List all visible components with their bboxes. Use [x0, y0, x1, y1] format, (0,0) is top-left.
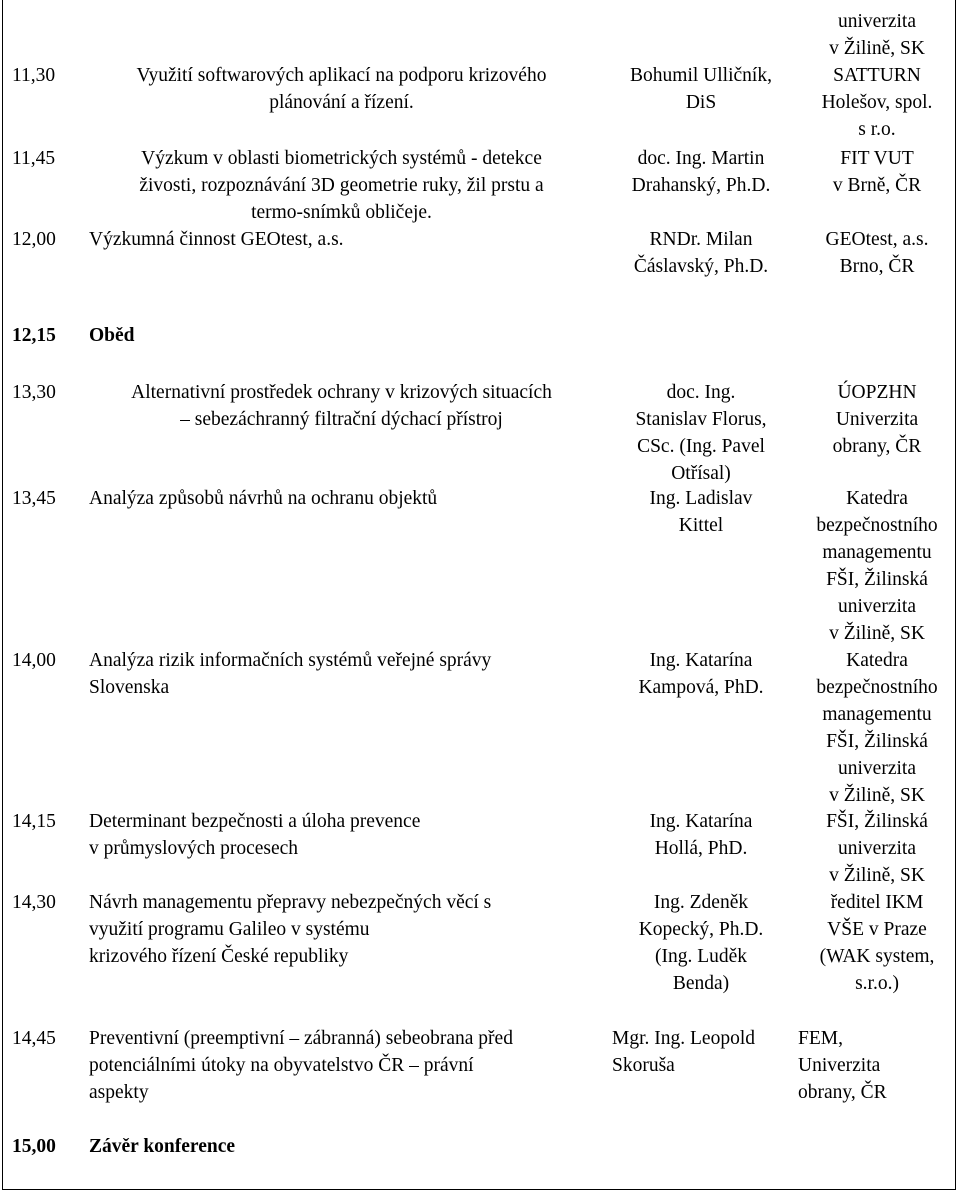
speaker-line: RNDr. Milan [649, 229, 753, 250]
org-line: v Brně, ČR [832, 175, 922, 196]
topic-line: potenciálními útoky na obyvatelstvo ČR – právní [89, 1055, 474, 1076]
time-cell: 14,30 [12, 892, 56, 913]
topic-line: Závěr konference [89, 1136, 236, 1157]
time-cell: 14,00 [12, 650, 56, 671]
speaker-line: Mgr. Ing. Leopold [612, 1028, 755, 1049]
speaker-cell [612, 62, 790, 116]
org-cell [798, 226, 956, 280]
speaker-line: Benda) [672, 973, 730, 994]
speaker-cell [612, 379, 790, 487]
org-line: GEOtest, a.s. [825, 229, 929, 250]
org-cell [798, 379, 956, 460]
org-line: FEM, [798, 1028, 843, 1049]
org-line: obrany, ČR [798, 1082, 887, 1103]
speaker-cell [612, 1025, 790, 1079]
speaker-line: Kopecký, Ph.D. [638, 919, 764, 940]
org-line: FIT VUT [840, 148, 914, 169]
topic-line: Analýza rizik informačních systémů veřejné správy [89, 650, 492, 671]
topic-line: termo-snímků obličeje. [251, 202, 432, 223]
org-line: bezpečnostního [816, 677, 938, 698]
topic-cell [89, 379, 594, 433]
org-line: Holešov, spol. [821, 92, 933, 113]
speaker-cell [612, 145, 790, 199]
topic-line: plánování a řízení. [269, 92, 414, 113]
org-line: univerzita [838, 596, 916, 617]
speaker-line: DiS [685, 92, 717, 113]
speaker-line: Čáslavský, Ph.D. [633, 256, 769, 277]
speaker-line: Hollá, PhD. [654, 838, 748, 859]
speaker-line: Ing. Katarína [649, 811, 753, 832]
topic-cell [89, 62, 594, 116]
topic-line: v průmyslových procesech [89, 838, 299, 859]
topic-cell [89, 889, 594, 970]
org-line: s r.o. [858, 119, 896, 140]
org-line: Univerzita [835, 409, 919, 430]
org-line: (WAK system, [819, 946, 935, 967]
org-line: managementu [822, 704, 932, 725]
speaker-cell [612, 889, 790, 997]
topic-line: Analýza způsobů návrhů na ochranu objektů [89, 488, 438, 509]
org-line: univerzita [838, 11, 916, 32]
topic-cell [89, 322, 594, 349]
org-line: s.r.o.) [855, 973, 899, 994]
org-line: SATTURN [833, 65, 921, 86]
speaker-line: Skoruša [612, 1055, 675, 1076]
speaker-line: Ing. Katarína [649, 650, 753, 671]
org-line: v Žilině, SK [829, 623, 925, 644]
org-cell [798, 647, 956, 809]
org-line: Katedra [846, 650, 908, 671]
topic-line: Slovenska [89, 677, 170, 698]
org-cell [798, 889, 956, 997]
org-line: FŠI, Žilinská [826, 811, 928, 832]
topic-line: živosti, rozpoznávání 3D geometrie ruky, žil prstu a [139, 175, 544, 196]
topic-cell [89, 145, 594, 226]
org-cell [798, 808, 956, 889]
topic-cell [89, 647, 594, 701]
org-line: VŠE v Praze [827, 919, 927, 940]
time-cell: 11,30 [12, 65, 56, 86]
speaker-line: doc. Ing. [666, 382, 736, 403]
org-line: obrany, ČR [832, 436, 922, 457]
org-cell [798, 8, 956, 62]
time-cell: 13,45 [12, 488, 56, 509]
speaker-cell [612, 647, 790, 701]
org-line: univerzita [838, 758, 916, 779]
speaker-line: Stanislav Florus, [635, 409, 767, 430]
org-line: v Žilině, SK [829, 865, 925, 886]
topic-cell [89, 485, 594, 512]
org-line: FŠI, Žilinská [826, 569, 928, 590]
org-line: ÚOPZHN [837, 382, 917, 403]
org-line: ředitel IKM [830, 892, 924, 913]
speaker-line: doc. Ing. Martin [637, 148, 765, 169]
topic-cell [89, 1025, 594, 1106]
time-cell: 11,45 [12, 148, 56, 169]
speaker-line: (Ing. Luděk [654, 946, 748, 967]
speaker-cell [612, 485, 790, 539]
time-cell: 12,15 [12, 325, 56, 346]
topic-line: – sebezáchranný filtrační dýchací přístroj [180, 409, 503, 430]
org-line: managementu [822, 542, 932, 563]
speaker-line: Otřísal) [671, 463, 731, 484]
topic-line: aspekty [89, 1082, 149, 1103]
topic-line: Výzkum v oblasti biometrických systémů - detekce [141, 148, 542, 169]
topic-line: Alternativní prostředek ochrany v krizových situacích [131, 382, 552, 403]
speaker-line: CSc. (Ing. Pavel [637, 436, 765, 457]
speaker-line: Ing. Ladislav [649, 488, 753, 509]
org-line: v Žilině, SK [829, 785, 925, 806]
speaker-line: Ing. Zdeněk [653, 892, 749, 913]
topic-line: využití programu Galileo v systému [89, 919, 370, 940]
topic-cell [89, 1133, 594, 1160]
time-cell: 14,45 [12, 1028, 56, 1049]
org-line: univerzita [838, 838, 916, 859]
speaker-line: Kampová, PhD. [638, 677, 764, 698]
org-line: Katedra [846, 488, 908, 509]
speaker-line: Kittel [678, 515, 724, 536]
org-line: FŠI, Žilinská [826, 731, 928, 752]
topic-line: Preventivní (preemptivní – zábranná) sebeobrana před [89, 1028, 513, 1049]
topic-line: Návrh managementu přepravy nebezpečných věcí s [89, 892, 492, 913]
topic-line: Výzkumná činnost GEOtest, a.s. [89, 229, 344, 250]
org-cell [798, 485, 956, 647]
org-cell [798, 145, 956, 199]
topic-line: Determinant bezpečnosti a úloha prevence [89, 811, 421, 832]
topic-line: Využití softwarových aplikací na podporu krizového [136, 65, 547, 86]
topic-line: Oběd [89, 325, 135, 346]
time-cell: 15,00 [12, 1136, 56, 1157]
speaker-line: Drahanský, Ph.D. [631, 175, 771, 196]
topic-line: krizového řízení České republiky [89, 946, 349, 967]
speaker-cell [612, 226, 790, 280]
speaker-cell [612, 808, 790, 862]
time-cell: 13,30 [12, 382, 56, 403]
org-line: bezpečnostního [816, 515, 938, 536]
topic-cell [89, 808, 594, 862]
org-cell [798, 62, 956, 143]
org-cell [798, 1025, 956, 1106]
time-cell: 12,00 [12, 229, 56, 250]
org-line: Univerzita [798, 1055, 881, 1076]
time-cell: 14,15 [12, 811, 56, 832]
org-line: v Žilině, SK [829, 38, 925, 59]
topic-cell [89, 226, 594, 253]
org-line: Brno, ČR [839, 256, 915, 277]
speaker-line: Bohumil Ulličník, [630, 65, 772, 86]
